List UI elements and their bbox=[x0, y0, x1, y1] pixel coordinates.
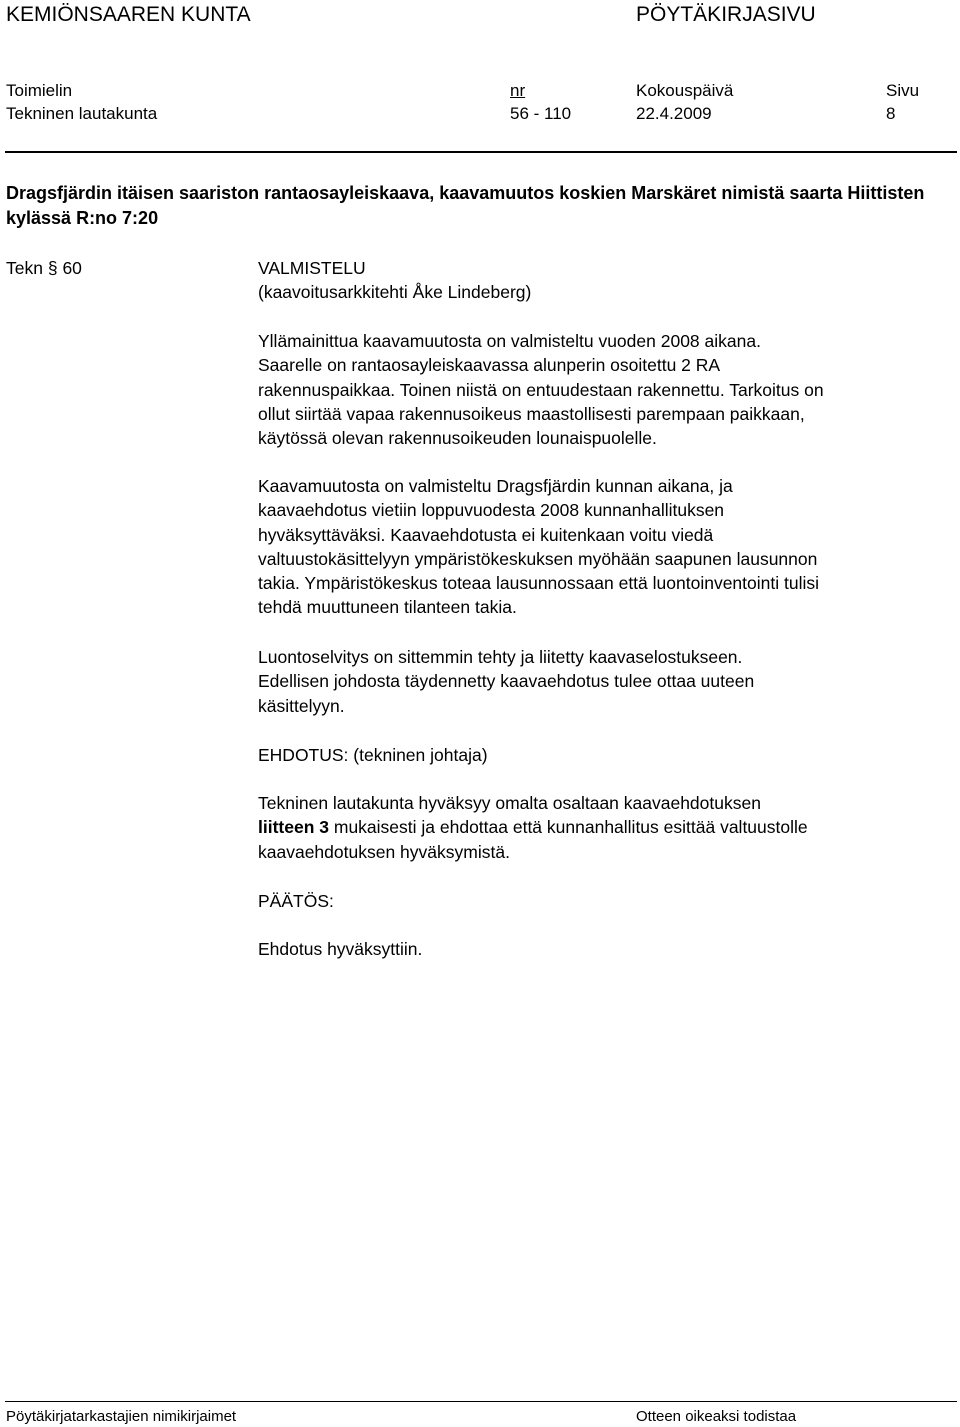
section-identifier bbox=[6, 256, 82, 280]
paragraph-line-rest: mukaisesti ja ehdottaa että kunnanhallitus esittää valtuustolle bbox=[329, 817, 808, 838]
footer-right: Otteen oikeaksi todistaa bbox=[636, 1408, 797, 1425]
municipality-name: KEMIÖNSAAREN KUNTA bbox=[6, 3, 251, 26]
footer-divider bbox=[5, 1401, 957, 1402]
paragraph-line: hyväksyttäväksi. Kaavaehdotusta ei kuitenkaan voitu viedä bbox=[258, 524, 714, 545]
paragraph-2 bbox=[258, 474, 953, 620]
paragraph-line: valtuustokäsittelyyn ympäristökeskuksen myöhään saapunen lausunnon bbox=[258, 548, 818, 569]
section-number: 60 bbox=[62, 258, 82, 278]
date-label: Kokouspäivä bbox=[636, 81, 734, 100]
decision-label: PÄÄTÖS: bbox=[258, 891, 334, 911]
paragraph-line: Kaavamuutosta on valmisteltu Dragsfjärdin kunnan aikana, ja bbox=[258, 476, 733, 496]
attachment-reference: liitteen 3 bbox=[258, 817, 329, 838]
paragraph-line: käytössä olevan rakennusoikeuden lounaispuolelle. bbox=[258, 428, 657, 449]
page-label: Sivu bbox=[886, 81, 920, 100]
paragraph-line: ollut siirtää vapaa rakennusoikeus maastollisesti parempaan paikkaan, bbox=[258, 403, 805, 424]
paragraph-line: Tekninen lautakunta hyväksyy omalta osaltaan kaavaehdotuksen bbox=[258, 793, 761, 813]
section-symbol-icon: § bbox=[47, 258, 58, 278]
paragraph-line: Luontoselvitys on sittemmin tehty ja liitetty kaavaselostukseen. bbox=[258, 647, 743, 667]
organ-value: Tekninen lautakunta bbox=[6, 104, 158, 123]
paragraph-line: kaavaehdotuksen hyväksymistä. bbox=[258, 841, 510, 862]
paragraph-line bbox=[258, 815, 953, 839]
preparer: (kaavoitusarkkitehti Åke Lindeberg) bbox=[258, 282, 532, 302]
paragraph-line: Edellisen johdosta täydennetty kaavaehdotus tulee ottaa uuteen bbox=[258, 671, 755, 692]
paragraph-line: takia. Ympäristökeskus toteaa lausunnossaan että luontoinventointi tulisi bbox=[258, 573, 819, 594]
paragraph-3 bbox=[258, 645, 953, 718]
section-code: Tekn bbox=[6, 258, 43, 278]
paragraph-line: Yllämainittua kaavamuutosta on valmisteltu vuoden 2008 aikana. bbox=[258, 331, 761, 351]
proposal-text bbox=[258, 791, 953, 864]
organ-label: Toimielin bbox=[6, 81, 73, 100]
page-type: PÖYTÄKIRJASIVU bbox=[636, 3, 816, 26]
nr-value: 56 - 110 bbox=[510, 104, 572, 123]
date-value: 22.4.2009 bbox=[636, 104, 712, 123]
preparation-label: VALMISTELU bbox=[258, 258, 366, 278]
page-title: Dragsfjärdin itäisen saariston rantaosayleiskaava, kaavamuutos koskien Marskäret nimistä saarta Hiittisten kylässä R:no 7:20 bbox=[6, 183, 925, 228]
paragraph-line: Saarelle on rantaosayleiskaavassa alunperin osoitettu 2 RA bbox=[258, 355, 721, 376]
page-value: 8 bbox=[886, 104, 896, 123]
paragraph-line: kaavaehdotus vietiin loppuvuodesta 2008 kunnanhallituksen bbox=[258, 500, 725, 521]
proposal-label: EHDOTUS: (tekninen johtaja) bbox=[258, 745, 488, 765]
paragraph-line: rakennuspaikkaa. Toinen niistä on entuudestaan rakennettu. Tarkoitus on bbox=[258, 379, 824, 400]
paragraph-1 bbox=[258, 329, 953, 450]
footer-left: Pöytäkirjatarkastajien nimikirjaimet bbox=[6, 1408, 237, 1425]
nr-label: nr bbox=[510, 81, 526, 100]
decision-text: Ehdotus hyväksyttiin. bbox=[258, 939, 423, 959]
paragraph-line: käsittelyyn. bbox=[258, 695, 345, 716]
header-divider bbox=[5, 151, 957, 153]
paragraph-line: tehdä muuttuneen tilanteen takia. bbox=[258, 597, 517, 618]
